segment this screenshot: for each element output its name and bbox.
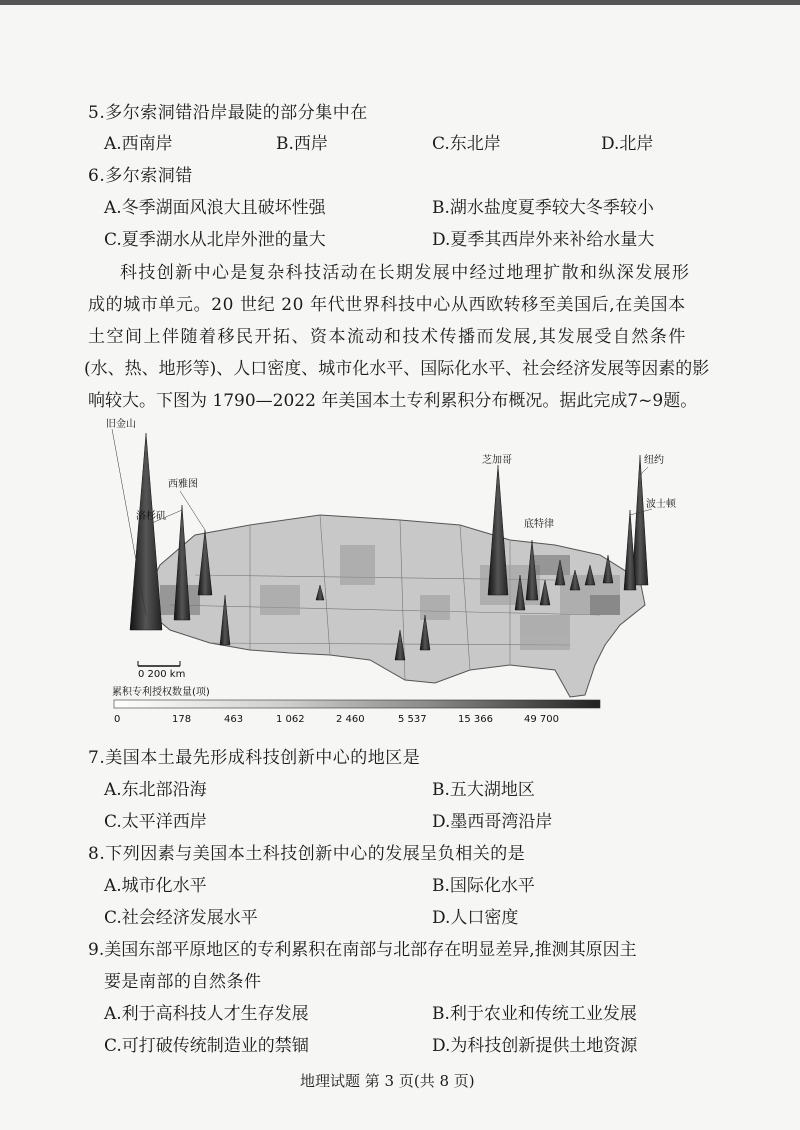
- q7-option-d: D.墨西哥湾沿岸: [432, 812, 553, 832]
- spike-san-francisco: [130, 433, 162, 630]
- q8-option-c: C.社会经济发展水平: [104, 908, 258, 928]
- legend-tick-label: 178: [172, 714, 192, 725]
- q6-option-d: D.夏季其西岸外来补给水量大: [432, 230, 655, 250]
- legend-tick-label: 463: [224, 714, 244, 725]
- legend-tick-label: 49 700: [524, 714, 559, 725]
- q8-stem: 8.下列因素与美国本土科技创新中心的发展呈负相关的是: [88, 844, 526, 864]
- q7-option-b: B.五大湖地区: [432, 780, 535, 800]
- label-seattle: 西雅图: [168, 479, 198, 490]
- q9-option-d: D.为科技创新提供土地资源: [432, 1036, 638, 1056]
- legend-title: 累积专利授权数量(项): [112, 687, 210, 698]
- q9-option-c: C.可打破传统制造业的禁锢: [104, 1036, 309, 1056]
- page-footer: 地理试题 第 3 页(共 8 页): [300, 1072, 475, 1090]
- q5-option-a: A.西南岸: [104, 134, 173, 154]
- label-new-york: 纽约: [644, 455, 664, 466]
- q8-option-a: A.城市化水平: [104, 876, 207, 896]
- q7-option-c: C.太平洋西岸: [104, 812, 207, 832]
- q6-option-a: A.冬季湖面风浪大且破坏性强: [104, 198, 326, 218]
- passage-line-5: 响较大。下图为 1790—2022 年美国本土专利累积分布概况。据此完成7~9题。: [88, 391, 698, 411]
- q8-option-d: D.人口密度: [432, 908, 519, 928]
- passage-line-1: 科技创新中心是复杂科技活动在长期发展中经过地理扩散和纵深发展形: [120, 263, 691, 283]
- q5-option-b: B.西岸: [276, 134, 328, 154]
- passage-line-2: 成的城市单元。20 世纪 20 年代世界科技中心从西欧转移至美国后,在美国本: [88, 295, 686, 315]
- label-los-angeles: 洛杉矶: [136, 511, 166, 522]
- q6-option-b: B.湖水盐度夏季较大冬季较小: [432, 198, 654, 218]
- legend-ramp: [114, 700, 600, 708]
- q6-option-c: C.夏季湖水从北岸外泄的量大: [104, 230, 326, 250]
- us-patent-3d-map: [100, 415, 676, 730]
- legend-tick-label: 5 537: [398, 714, 427, 725]
- q9-stem-line-1: 9.美国东部平原地区的专利累积在南部与北部存在明显差异,推测其原因主: [88, 940, 637, 960]
- q6-stem: 6.多尔索洞错: [88, 166, 193, 186]
- q9-option-a: A.利于高科技人才生存发展: [104, 1004, 309, 1024]
- legend-tick-label: 2 460: [336, 714, 365, 725]
- scale-label: 0 200 km: [138, 669, 186, 680]
- q5-option-c: C.东北岸: [432, 134, 501, 154]
- q7-stem: 7.美国本土最先形成科技创新中心的地区是: [88, 748, 421, 768]
- legend-tick-label: 1 062: [276, 714, 305, 725]
- label-boston: 波士顿: [646, 499, 676, 510]
- legend-ticks: [114, 714, 559, 725]
- q8-option-b: B.国际化水平: [432, 876, 535, 896]
- q5-stem: 5.多尔索洞错沿岸最陡的部分集中在: [88, 103, 368, 123]
- scan-top-edge: [0, 0, 800, 5]
- q9-stem-line-2: 要是南部的自然条件: [104, 972, 262, 992]
- label-san-francisco: 旧金山: [106, 419, 136, 430]
- passage-line-3: 土空间上伴随着移民开拓、资本流动和技术传播而发展,其发展受自然条件: [88, 327, 687, 347]
- label-detroit: 底特律: [524, 519, 554, 530]
- legend-tick-label: 15 366: [458, 714, 493, 725]
- q7-option-a: A.东北部沿海: [104, 780, 207, 800]
- legend-tick-label: 0: [114, 714, 121, 725]
- label-chicago: 芝加哥: [482, 455, 512, 466]
- spike-chicago: [488, 465, 508, 595]
- q9-option-b: B.利于农业和传统工业发展: [432, 1004, 637, 1024]
- scale-bar: [138, 661, 185, 680]
- leader-line-1: [180, 491, 205, 530]
- passage-line-4: (水、热、地形等)、人口密度、城市化水平、国际化水平、社会经济发展等因素的影: [84, 359, 710, 379]
- q5-option-d: D.北岸: [601, 134, 654, 154]
